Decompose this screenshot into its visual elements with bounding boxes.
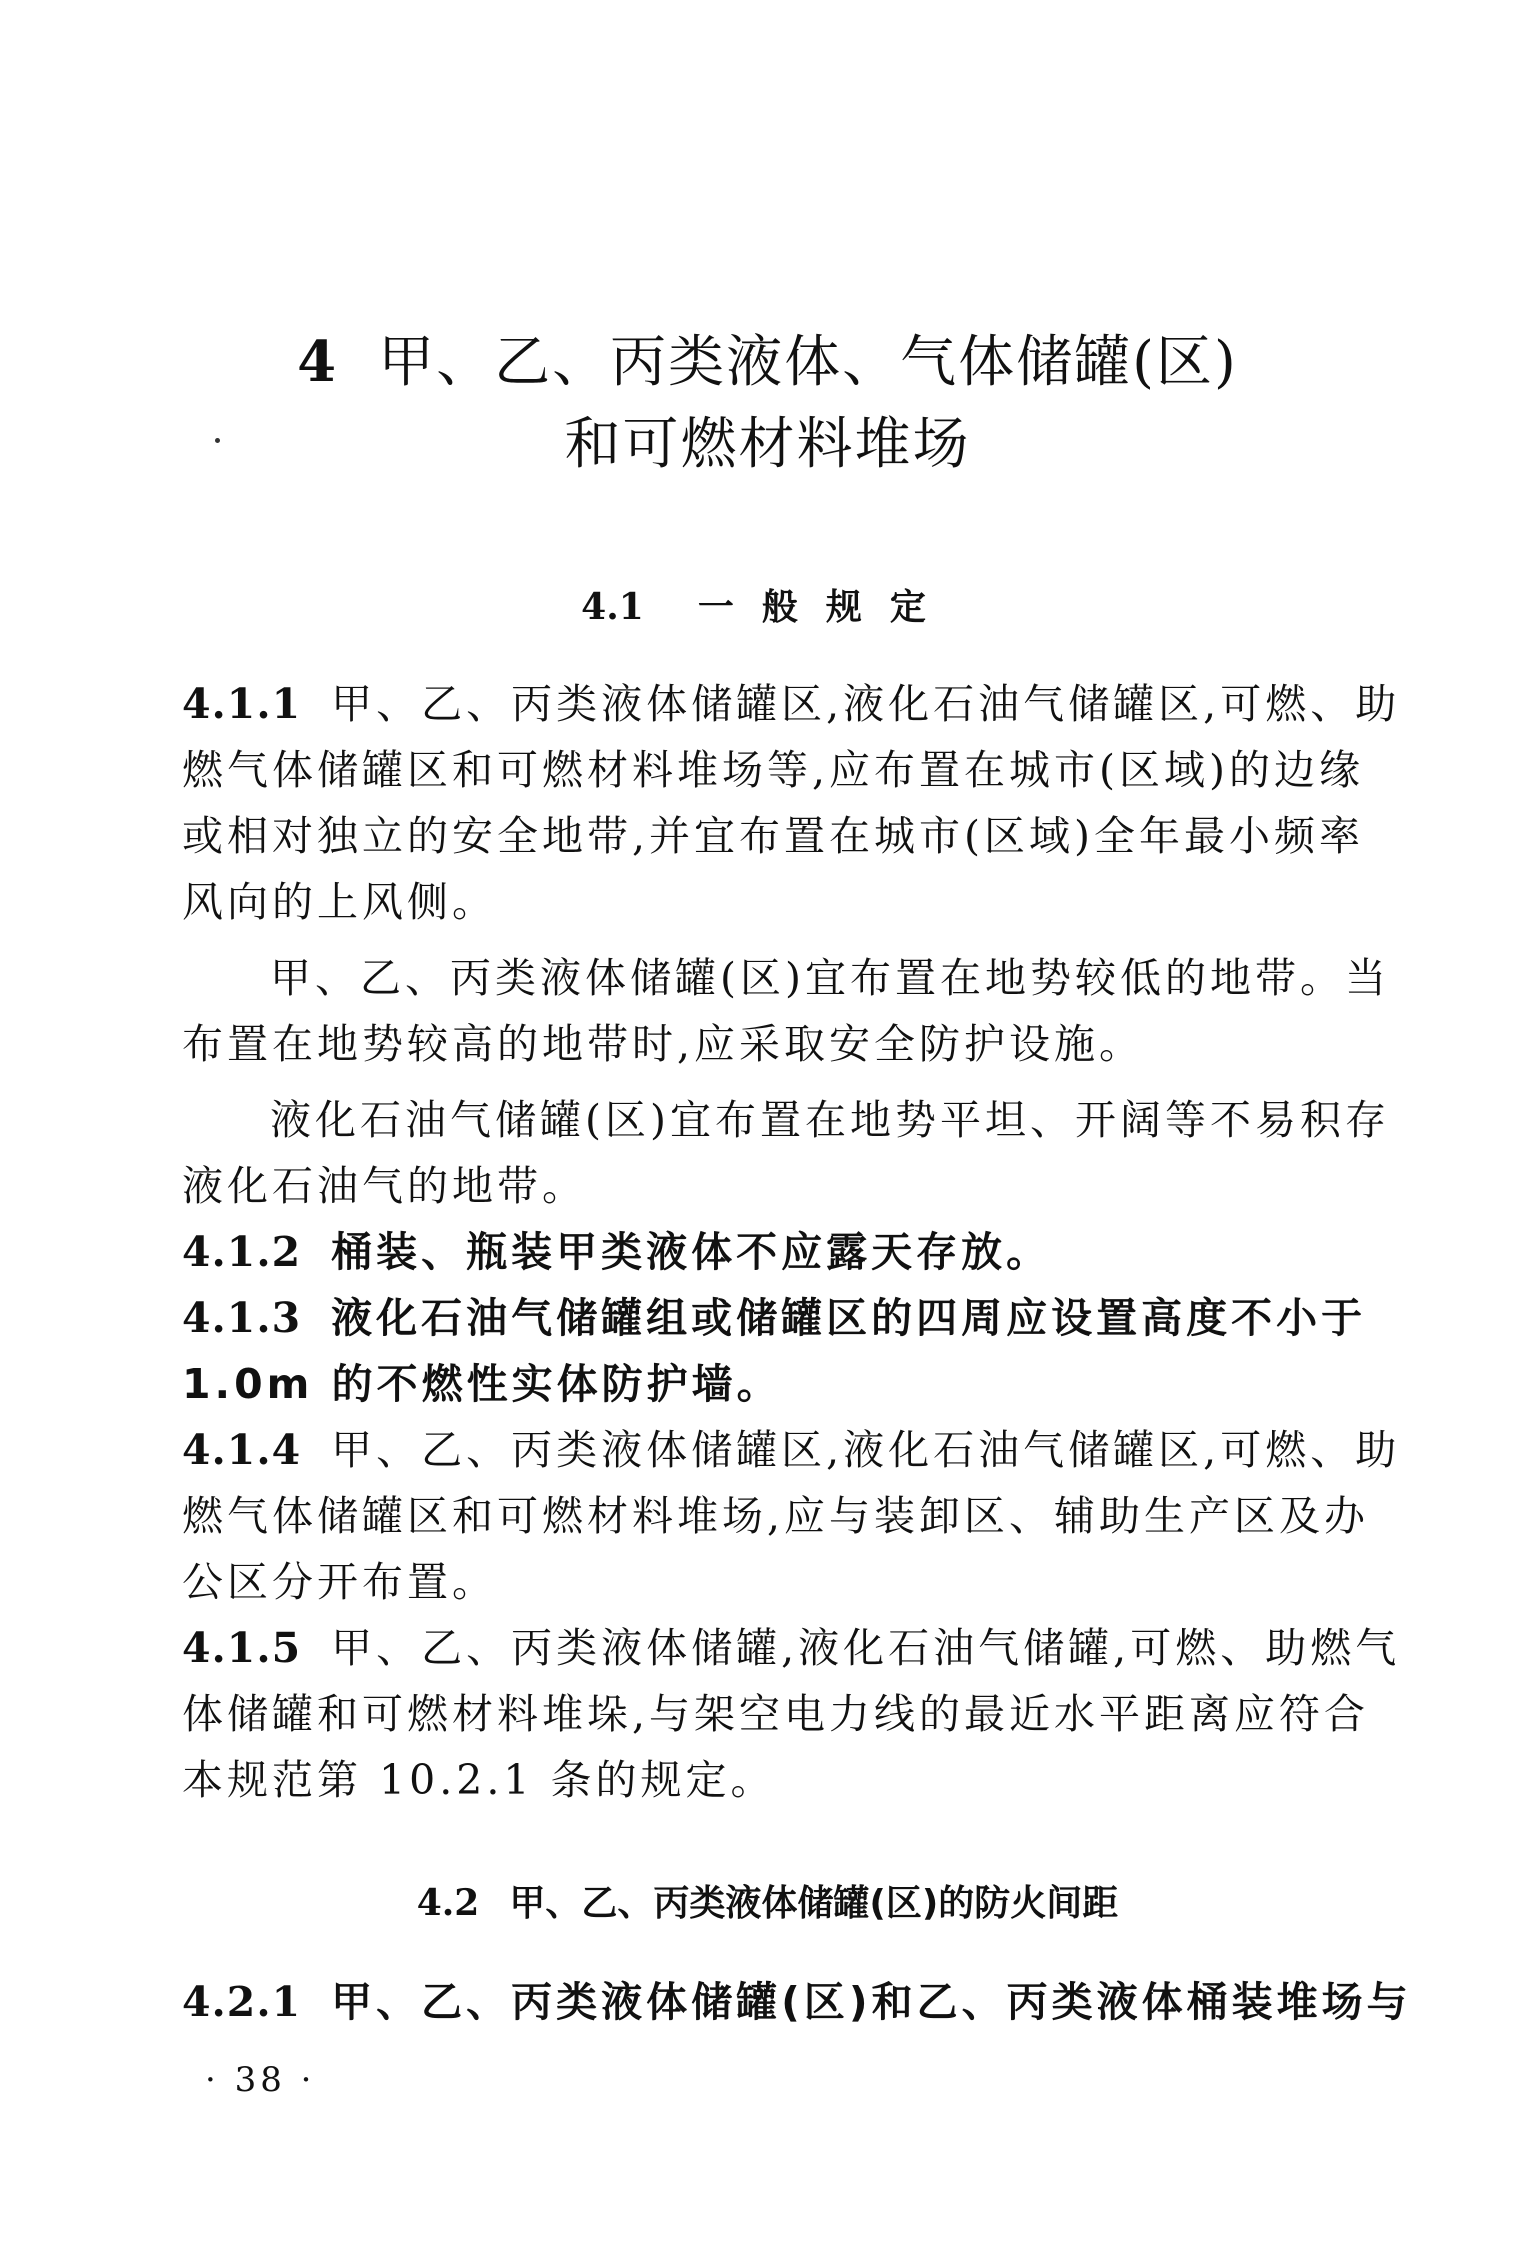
clause-text: 风向的上风侧。 [182, 878, 497, 926]
clause-4-2-1-line1 [182, 1972, 1412, 2032]
body-line [182, 740, 1392, 800]
scan-dot [215, 438, 220, 443]
body-line [182, 806, 1392, 866]
clause-number: 4.1.3 [182, 1294, 302, 1342]
clause-text: 甲、乙、丙类液体储罐(区)和乙、丙类液体桶装堆场与 [331, 1978, 1412, 2026]
clause-number: 4.1.5 [182, 1624, 302, 1672]
clause-4-1-1-line1 [182, 674, 1401, 734]
body-line [182, 1486, 1392, 1546]
section-number: 4.1 [581, 586, 644, 628]
body-line [182, 1014, 1392, 1074]
page-number: · 38 · [205, 2060, 316, 2100]
chapter-number: 4 [297, 329, 339, 395]
body-line [182, 1684, 1392, 1744]
clause-4-1-4-line1 [182, 1420, 1401, 1480]
body-line [182, 1552, 1392, 1612]
clause-number: 4.1.1 [182, 680, 302, 728]
clause-number: 4.1.2 [182, 1228, 302, 1276]
body-line [182, 1354, 1392, 1414]
body-line [270, 1090, 1392, 1150]
clause-text: 甲、乙、丙类液体储罐,液化石油气储罐,可燃、助燃气 [331, 1624, 1401, 1672]
body-line [182, 872, 1392, 932]
clause-text: 甲、乙、丙类液体储罐区,液化石油气储罐区,可燃、助 [331, 1426, 1401, 1474]
clause-text: 燃气体储罐区和可燃材料堆场,应与装卸区、辅助生产区及办 [182, 1492, 1370, 1540]
clause-text: 或相对独立的安全地带,并宜布置在城市(区域)全年最小频率 [182, 812, 1365, 860]
clause-number: 4.1.4 [182, 1426, 302, 1474]
body-line [270, 948, 1392, 1008]
chapter-title-text-2: 和可燃材料堆场 [564, 412, 971, 477]
body-line [182, 1750, 1392, 1810]
clause-text: 本规范第 10.2.1 条的规定。 [182, 1756, 776, 1804]
section-heading-4-1 [0, 582, 1535, 633]
clause-text: 液化石油气储罐组或储罐区的四周应设置高度不小于 [331, 1294, 1367, 1342]
clause-text: 燃气体储罐区和可燃材料堆场等,应布置在城市(区域)的边缘 [182, 746, 1365, 794]
clause-text: 液化石油气储罐(区)宜布置在地势平坦、开阔等不易积存 [270, 1096, 1390, 1144]
clause-text: 桶装、瓶装甲类液体不应露天存放。 [331, 1228, 1052, 1276]
clause-text: 体储罐和可燃材料堆垛,与架空电力线的最近水平距离应符合 [182, 1690, 1370, 1738]
clause-4-1-5-line1 [182, 1618, 1401, 1678]
clause-number: 4.2.1 [182, 1978, 302, 2026]
clause-4-1-2 [182, 1222, 1392, 1282]
clause-text: 公区分开布置。 [182, 1558, 497, 1606]
chapter-title-text: 甲、乙、丙类液体、气体储罐(区) [378, 330, 1238, 395]
body-line [182, 1156, 1392, 1216]
section-title: 甲、乙、丙类液体储罐(区)的防火间距 [509, 1883, 1119, 1924]
clause-text: 甲、乙、丙类液体储罐区,液化石油气储罐区,可燃、助 [331, 680, 1401, 728]
section-number: 4.2 [416, 1882, 480, 1924]
clause-text: 布置在地势较高的地带时,应采取安全防护设施。 [182, 1020, 1145, 1068]
chapter-title-line1 [0, 322, 1535, 403]
section-title: 一般规定 [697, 587, 954, 628]
clause-4-1-3-line1 [182, 1288, 1392, 1348]
clause-text: 1.0m 的不燃性实体防护墙。 [182, 1360, 782, 1408]
section-heading-4-2 [0, 1878, 1535, 1929]
clause-text: 液化石油气的地带。 [182, 1162, 587, 1210]
chapter-title-line2 [0, 405, 1535, 485]
clause-text: 甲、乙、丙类液体储罐(区)宜布置在地势较低的地带。当 [270, 954, 1390, 1002]
